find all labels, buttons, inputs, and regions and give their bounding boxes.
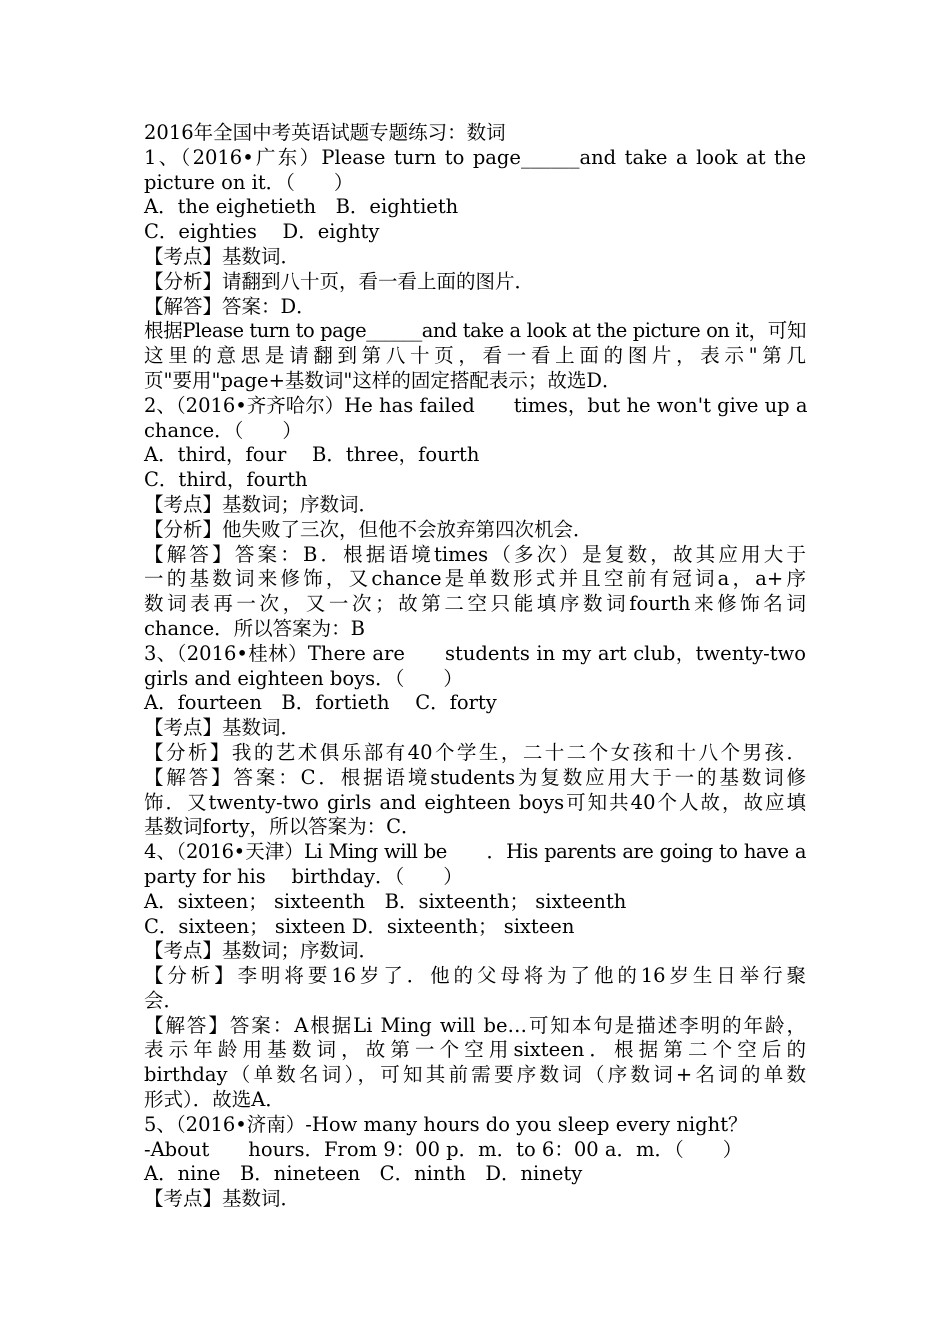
question-3-point: 【考点】基数词． xyxy=(144,716,301,740)
question-1-point: 【考点】基数词． xyxy=(144,244,301,268)
question-3-stem: 3、（2016•桂林）There are students in my art club，twenty-two xyxy=(144,641,806,665)
question-2-answer: 【解答】答案：B．根据语境times（多次）是复数，故其应用大于 xyxy=(144,542,806,566)
question-5-stem: 5、（2016•济南）-How many hours do you sleep every night？ xyxy=(144,1112,748,1136)
question-1-stem: 1、（2016•广东）Please turn to page______and take a look at the xyxy=(144,145,806,169)
question-4-answer-end: 形式）．故选A． xyxy=(144,1088,285,1112)
document-title: 2016年全国中考英语试题专题练习：数词 xyxy=(144,121,506,144)
question-2-analysis: 【分析】他失败了三次，但他不会放弃第四次机会． xyxy=(144,517,593,541)
question-3-answer-cont: 饰．又twenty-two girls and eighteen boys可知共40个人故，故应填 xyxy=(144,790,806,814)
question-4-options-ab: A．sixteen； sixteenth B．sixteenth； sixteenth xyxy=(144,889,627,913)
question-3-answer: 【解答】答案：C．根据语境students为复数应用大于一的基数词修 xyxy=(144,765,806,789)
question-3-analysis: 【分析】我的艺术俱乐部有40个学生，二十二个女孩和十八个男孩． xyxy=(144,740,806,764)
question-1-stem-cont: picture on it．（ ） xyxy=(144,170,354,194)
question-2-stem: 2、（2016•齐齐哈尔）He has failed times，but he won't give up a xyxy=(144,393,808,417)
question-4-answer: 【解答】答案：A根据Li Ming will be…可知本句是描述李明的年龄， xyxy=(144,1013,806,1037)
question-4-point: 【考点】基数词；序数词． xyxy=(144,939,379,963)
question-4-analysis-end: 会． xyxy=(144,988,184,1012)
question-1-options-cd: C．eighties D．eighty xyxy=(144,220,380,244)
question-4-analysis: 【分析】李明将要16岁了．他的父母将为了他的16岁生日举行聚 xyxy=(144,964,806,988)
question-2-stem-cont: chance．（ ） xyxy=(144,418,302,442)
question-3-answer-end: 基数词forty，所以答案为：C． xyxy=(144,815,421,839)
question-2-answer-end: chance．所以答案为：B xyxy=(144,616,365,640)
question-1-explanation-cont: 这里的意思是请翻到第八十页，看一看上面的图片，表示"第几 xyxy=(144,344,806,368)
question-2-point: 【考点】基数词；序数词． xyxy=(144,492,379,516)
question-1-answer: 【解答】答案：D． xyxy=(144,294,316,318)
question-4-answer-cont: 表示年龄用基数词，故第一个空用sixteen．根据第二个空后的 xyxy=(144,1038,806,1062)
question-4-stem-cont: party for his birthday．（ ） xyxy=(144,864,463,888)
question-3-stem-cont: girls and eighteen boys．（ ） xyxy=(144,666,463,690)
question-3-options: A．fourteen B．fortieth C．forty xyxy=(144,691,497,715)
question-5-options: A．nine B．nineteen C．ninth D．ninety xyxy=(144,1162,583,1186)
document-page xyxy=(144,121,806,1212)
question-1-explanation: 根据Please turn to page______and take a look at the picture on it，可知 xyxy=(144,319,806,343)
question-2-answer-cont: 一的基数词来修饰，又chance是单数形式并且空前有冠词a，a+序 xyxy=(144,567,806,591)
question-4-stem: 4、（2016•天津）Li Ming will be ．His parents are going to have a xyxy=(144,840,806,864)
question-5-stem-cont: -About hours．From 9：00 p．m．to 6：00 a．m．（ ） xyxy=(144,1137,743,1161)
question-4-answer-cont-2: birthday（单数名词），可知其前需要序数词（序数词+名词的单数 xyxy=(144,1063,806,1087)
question-1-explanation-end: 页"要用"page+基数词"这样的固定搭配表示；故选D． xyxy=(144,368,622,392)
question-5-point: 【考点】基数词． xyxy=(144,1187,301,1211)
question-2-options-ab: A．third，four B．three，fourth xyxy=(144,443,480,467)
question-2-answer-cont-2: 数词表再一次，又一次；故第二空只能填序数词fourth来修饰名词 xyxy=(144,592,806,616)
question-4-options-cd: C．sixteen； sixteen D．sixteenth； sixteen xyxy=(144,914,575,938)
question-1-analysis: 【分析】请翻到八十页，看一看上面的图片． xyxy=(144,269,535,293)
question-2-options-c: C．third，fourth xyxy=(144,468,308,492)
question-1-options-ab: A．the eighetieth B．eightieth xyxy=(144,195,459,219)
